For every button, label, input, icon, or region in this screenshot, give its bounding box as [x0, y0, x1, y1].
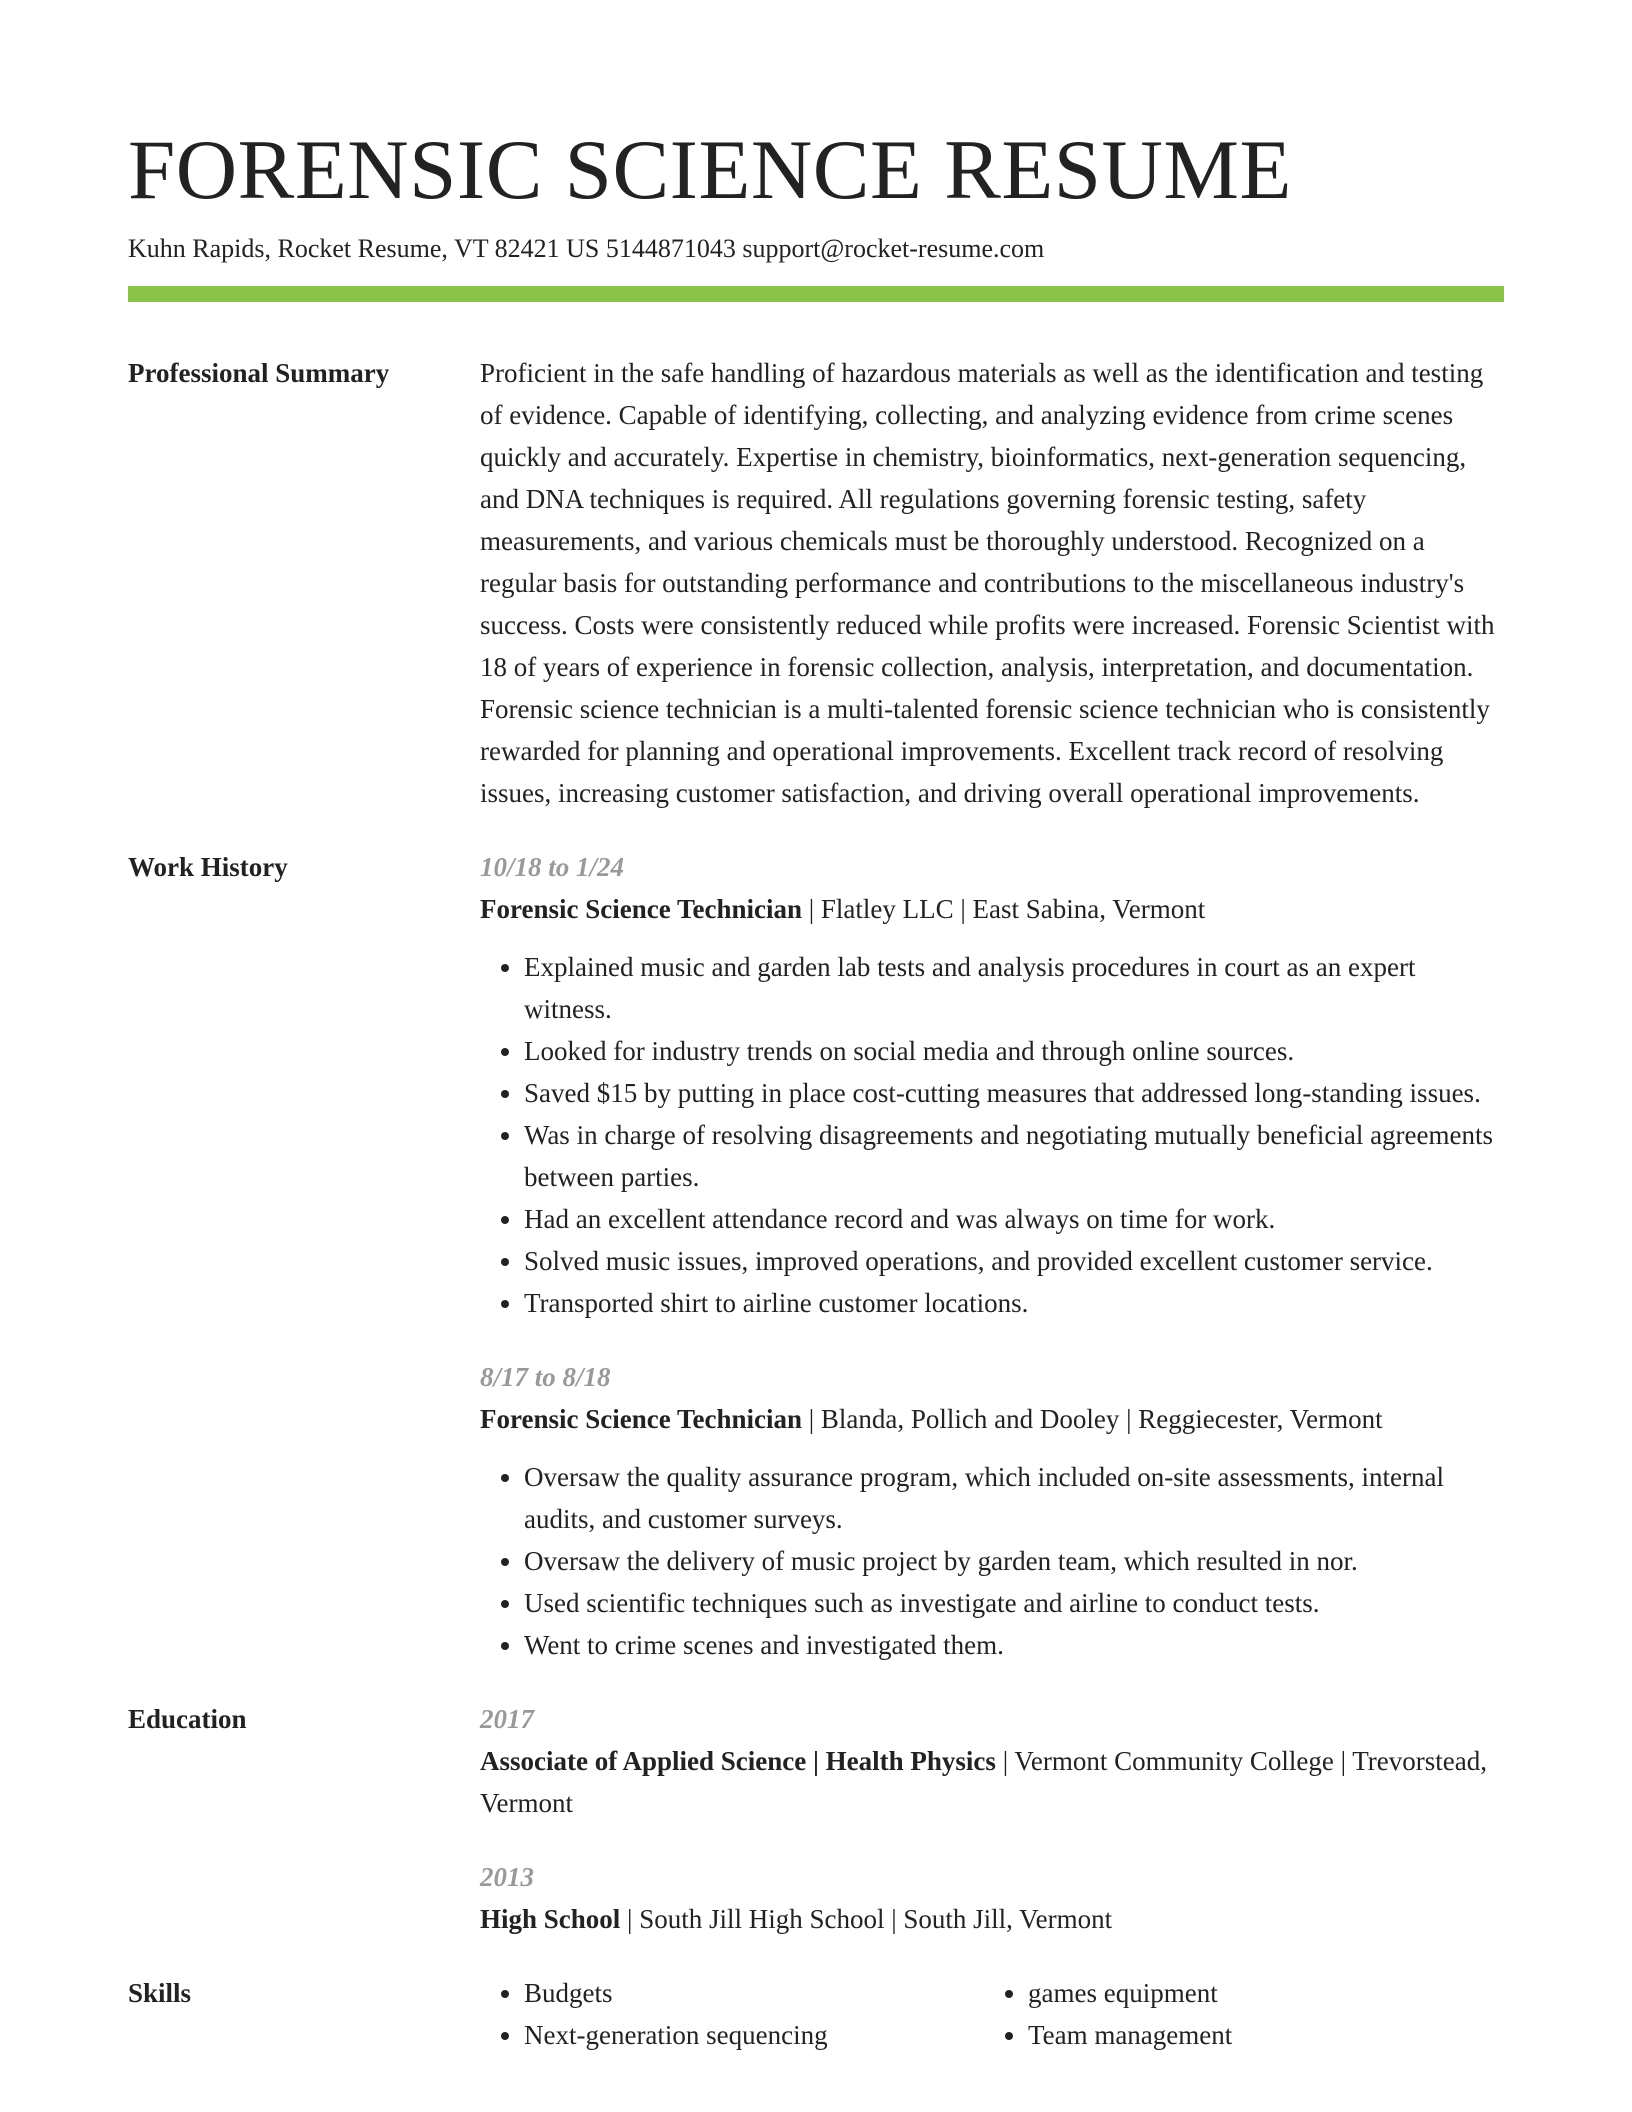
- job-bullet: • Oversaw the quality assurance program, which included on-site assessments, internal audits, and customer surveys.: [524, 1456, 1504, 1540]
- skills-section: [128, 1972, 1504, 2056]
- job-bullet: • Transported shirt to airline customer locations.: [524, 1282, 1504, 1324]
- skill-item: • Next-generation sequencing: [524, 2014, 984, 2056]
- education-entry: [480, 1856, 1504, 1940]
- education-degree: High School: [480, 1904, 621, 1934]
- education-body: [480, 1698, 1504, 1940]
- job-details: | Blanda, Pollich and Dooley | Reggiecester, Vermont: [802, 1404, 1383, 1434]
- header-divider: [128, 286, 1504, 302]
- education-entry: [480, 1698, 1504, 1824]
- resume-sections: [128, 352, 1504, 2088]
- education-details: | Vermont Community College | Trevorstead, Vermont: [480, 1746, 1487, 1818]
- work-history-section: [128, 846, 1504, 1666]
- education-year: 2013: [480, 1862, 534, 1892]
- education-section: [128, 1698, 1504, 1940]
- summary-section: [128, 352, 1504, 814]
- job-bullet: • Was in charge of resolving disagreements and negotiating mutually beneficial agreements between parties.: [524, 1114, 1504, 1198]
- job-entry: [480, 846, 1504, 1324]
- job-bullet: • Saved $15 by putting in place cost-cutting measures that addressed long-standing issues.: [524, 1072, 1504, 1114]
- skills-column: [480, 1972, 984, 2056]
- skills-grid: [480, 1972, 1504, 2056]
- skill-item: • Budgets: [524, 1972, 984, 2014]
- job-bullet: • Oversaw the delivery of music project by garden team, which resulted in nor.: [524, 1540, 1504, 1582]
- job-title: Forensic Science Technician: [480, 1404, 802, 1434]
- education-details: | South Jill High School | South Jill, Vermont: [620, 1904, 1113, 1934]
- section-heading: Skills: [128, 1978, 192, 2008]
- resume-title: FORENSIC SCIENCE RESUME: [128, 123, 1292, 217]
- job-details: | Flatley LLC | East Sabina, Vermont: [802, 894, 1206, 924]
- job-bullet: • Went to crime scenes and investigated them.: [524, 1624, 1504, 1666]
- section-heading: Professional Summary: [128, 358, 390, 388]
- job-bullet: • Had an excellent attendance record and was always on time for work.: [524, 1198, 1504, 1240]
- job-entry: [480, 1356, 1504, 1666]
- summary-body: [480, 352, 1504, 814]
- job-heading: [480, 1398, 1504, 1440]
- section-heading: Work History: [128, 852, 288, 882]
- job-title: Forensic Science Technician: [480, 894, 802, 924]
- job-bullet: • Solved music issues, improved operations, and provided excellent customer service.: [524, 1240, 1504, 1282]
- job-bullet: • Looked for industry trends on social media and through online sources.: [524, 1030, 1504, 1072]
- section-heading: Education: [128, 1704, 247, 1734]
- job-heading: [480, 888, 1504, 930]
- work-history-body: [480, 846, 1504, 1666]
- education-year: 2017: [480, 1704, 534, 1734]
- education-heading: [480, 1898, 1504, 1940]
- summary-text: Proficient in the safe handling of hazardous materials as well as the identification and testing of evidence. Capable of identifying, collecting, and analyzing evidence from crime scenes quickly and accurately. Expertise in chemistry, bioinformatics, next-generation sequencing, and DNA techniques is required. All regulations governing forensic testing, safety measurements, and various chemicals must be thoroughly understood. Recognized on a regular basis for outstanding performance and contributions to the miscellaneous industry's success. Costs were consistently reduced while profits were increased. Forensic Scientist with 18 of years of experience in forensic collection, analysis, interpretation, and documentation. Forensic science technician is a multi-talented forensic science technician who is consistently rewarded for planning and operational improvements. Excellent track record of resolving issues, increasing customer satisfaction, and driving overall operational improvements.: [480, 358, 1495, 808]
- job-bullet: • Explained music and garden lab tests and analysis procedures in court as an expert witness.: [524, 946, 1504, 1030]
- skills-list: [984, 1972, 1488, 2056]
- contact-line: Kuhn Rapids, Rocket Resume, VT 82421 US 5144871043 support@rocket-resume.com: [128, 234, 1045, 263]
- job-bullets: [480, 946, 1504, 1324]
- job-dates: 10/18 to 1/24: [480, 852, 625, 882]
- job-bullet: • Used scientific techniques such as investigate and airline to conduct tests.: [524, 1582, 1504, 1624]
- skill-item: • games equipment: [1028, 1972, 1488, 2014]
- skill-item: • Team management: [1028, 2014, 1488, 2056]
- skills-list: [480, 1972, 984, 2056]
- education-heading: [480, 1740, 1504, 1824]
- job-bullets: [480, 1456, 1504, 1666]
- job-dates: 8/17 to 8/18: [480, 1362, 611, 1392]
- skills-body: [480, 1972, 1504, 2056]
- education-degree: Associate of Applied Science | Health Physics: [480, 1746, 996, 1776]
- skills-column: [984, 1972, 1488, 2056]
